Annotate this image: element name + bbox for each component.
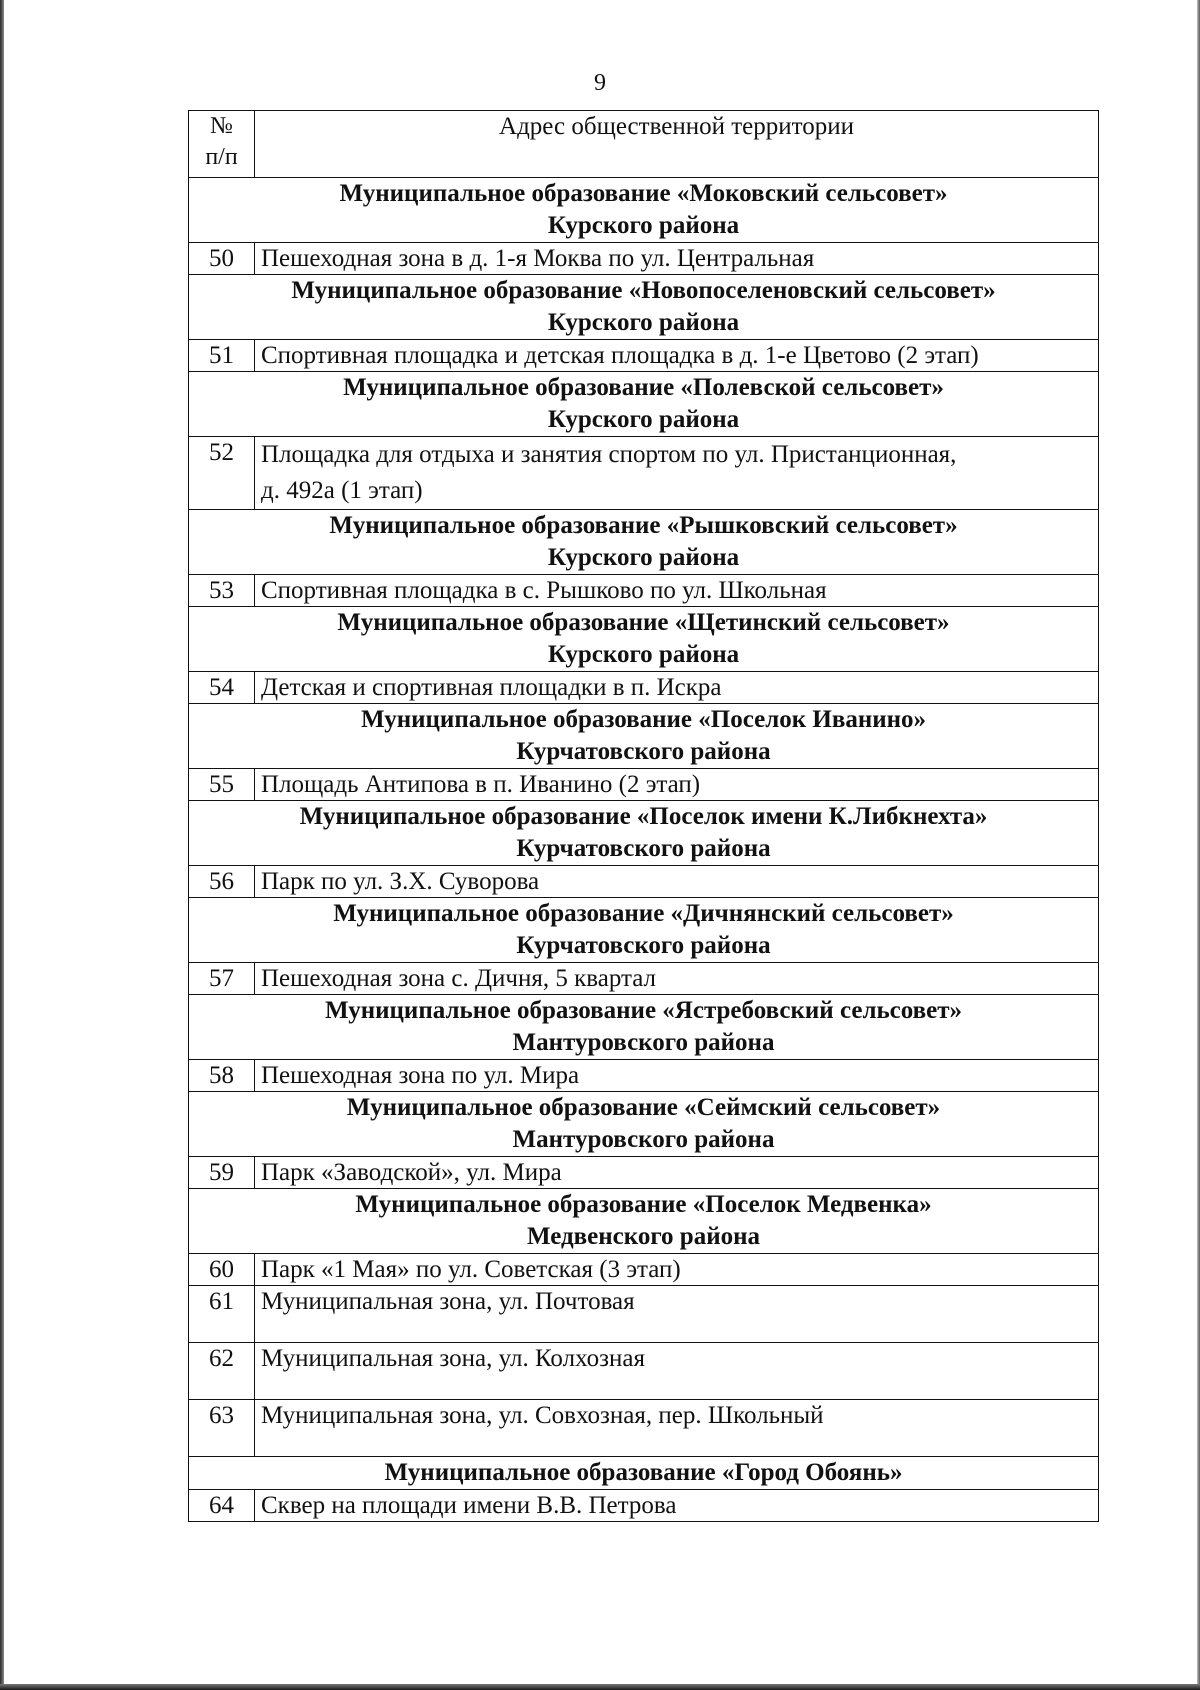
group-row: [189, 1457, 1099, 1490]
row-number: 59: [189, 1157, 255, 1189]
table-row: [189, 243, 1099, 275]
row-address: Муниципальная зона, ул. Колхозная: [255, 1343, 1099, 1400]
table-row: [189, 866, 1099, 898]
row-address: Детская и спортивная площадки в п. Искра: [255, 672, 1099, 704]
table-row: [189, 575, 1099, 607]
group-heading: [189, 1189, 1099, 1254]
row-address: Пешеходная зона в д. 1-я Моква по ул. Центральная: [255, 243, 1099, 275]
page-number: 9: [594, 70, 606, 96]
group-subtitle: Медвенского района: [526, 1223, 761, 1250]
group-title: Муниципальное образование «Сеймский сельсовет»: [346, 1094, 941, 1121]
group-row: [189, 995, 1099, 1060]
scan-edge-bottom: [0, 1684, 1200, 1690]
group-row: [189, 704, 1099, 769]
group-subtitle: Курского района: [547, 641, 740, 668]
group-heading: [189, 801, 1099, 866]
group-heading: [189, 898, 1099, 963]
group-subtitle: Мантуровского района: [512, 1029, 775, 1056]
table-row: [189, 1400, 1099, 1457]
table-row: [189, 1157, 1099, 1189]
header-number: [189, 111, 255, 178]
row-address-line2: д. 492а (1 этап): [261, 477, 423, 504]
row-number: 56: [189, 866, 255, 898]
group-row: [189, 898, 1099, 963]
group-row: [189, 801, 1099, 866]
table-row: [189, 1060, 1099, 1092]
table-row: [189, 1343, 1099, 1400]
group-title: Муниципальное образование «Рышковский сельсовет»: [329, 512, 958, 539]
table-row: [189, 769, 1099, 801]
row-number: 63: [189, 1400, 255, 1457]
row-number: 50: [189, 243, 255, 275]
group-subtitle: Курского района: [547, 212, 740, 239]
table-row: [189, 1490, 1099, 1522]
group-heading: [189, 704, 1099, 769]
group-heading: [189, 275, 1099, 340]
header-number-line2: п/п: [205, 144, 238, 170]
row-number: 53: [189, 575, 255, 607]
group-title: Муниципальное образование «Поселок Иванино»: [360, 706, 927, 733]
group-title: Муниципальное образование «Щетинский сельсовет»: [337, 609, 950, 636]
row-number: 60: [189, 1254, 255, 1286]
scan-edge-left: [0, 0, 4, 1690]
table-row: [189, 1254, 1099, 1286]
row-number: 55: [189, 769, 255, 801]
group-row: [189, 1189, 1099, 1254]
row-number: 58: [189, 1060, 255, 1092]
group-row: [189, 372, 1099, 437]
group-row: [189, 510, 1099, 575]
group-row: [189, 1092, 1099, 1157]
row-address: Парк по ул. З.Х. Суворова: [255, 866, 1099, 898]
group-subtitle: Курского района: [547, 309, 740, 336]
row-number: 57: [189, 963, 255, 995]
table-row: [189, 963, 1099, 995]
header-address: Адрес общественной территории: [255, 111, 1099, 178]
group-row: [189, 178, 1099, 243]
table-row: [189, 340, 1099, 372]
row-number: 52: [189, 437, 255, 510]
table-row: [189, 672, 1099, 704]
group-title: Муниципальное образование «Новопоселеновский сельсовет»: [291, 277, 996, 304]
group-subtitle: Курчатовского района: [516, 738, 771, 765]
row-address: [255, 437, 1099, 510]
row-number: 64: [189, 1490, 255, 1522]
group-heading: [189, 607, 1099, 672]
row-number: 62: [189, 1343, 255, 1400]
group-subtitle: Курчатовского района: [516, 835, 771, 862]
group-heading: [189, 178, 1099, 243]
row-number: 61: [189, 1286, 255, 1343]
row-address: Спортивная площадка и детская площадка в д. 1-е Цветово (2 этап): [255, 340, 1099, 372]
group-subtitle: Курчатовского района: [516, 932, 771, 959]
table-row: [189, 1286, 1099, 1343]
row-address: Сквер на площади имени В.В. Петрова: [255, 1490, 1099, 1522]
table-header-row: [189, 111, 1099, 178]
group-subtitle: Курского района: [547, 406, 740, 433]
group-heading: [189, 1457, 1099, 1490]
group-row: [189, 275, 1099, 340]
group-heading: [189, 1092, 1099, 1157]
row-number: 51: [189, 340, 255, 372]
row-address-line1: Площадка для отдыха и занятия спортом по ул. Пристанционная,: [261, 441, 957, 468]
table-row: [189, 437, 1099, 510]
row-address: Муниципальная зона, ул. Почтовая: [255, 1286, 1099, 1343]
row-address: Муниципальная зона, ул. Совхозная, пер. Школьный: [255, 1400, 1099, 1457]
row-number: 54: [189, 672, 255, 704]
group-subtitle: Курского района: [547, 544, 740, 571]
group-heading: [189, 995, 1099, 1060]
row-address: Парк «1 Мая» по ул. Советская (3 этап): [255, 1254, 1099, 1286]
group-subtitle: Мантуровского района: [512, 1126, 775, 1153]
group-title: Муниципальное образование «Моковский сельсовет»: [339, 180, 948, 207]
group-title: Муниципальное образование «Поселок имени К.Либкнехта»: [299, 803, 988, 830]
row-address: Спортивная площадка в с. Рышково по ул. Школьная: [255, 575, 1099, 607]
group-title: Муниципальное образование «Дичнянский сельсовет»: [333, 900, 954, 927]
group-row: [189, 607, 1099, 672]
group-title: Муниципальное образование «Ястребовский сельсовет»: [324, 997, 963, 1024]
group-title: Муниципальное образование «Полевской сельсовет»: [343, 374, 944, 401]
row-address: Пешеходная зона с. Дичня, 5 квартал: [255, 963, 1099, 995]
group-title: Муниципальное образование «Поселок Медвенка»: [355, 1191, 932, 1218]
row-address: Парк «Заводской», ул. Мира: [255, 1157, 1099, 1189]
header-number-line1: №: [210, 113, 233, 139]
territory-table: [188, 110, 1099, 1522]
row-address: Площадь Антипова в п. Иванино (2 этап): [255, 769, 1099, 801]
group-heading: [189, 372, 1099, 437]
group-title: Муниципальное образование «Город Обоянь»: [384, 1459, 903, 1486]
row-address: Пешеходная зона по ул. Мира: [255, 1060, 1099, 1092]
group-heading: [189, 510, 1099, 575]
